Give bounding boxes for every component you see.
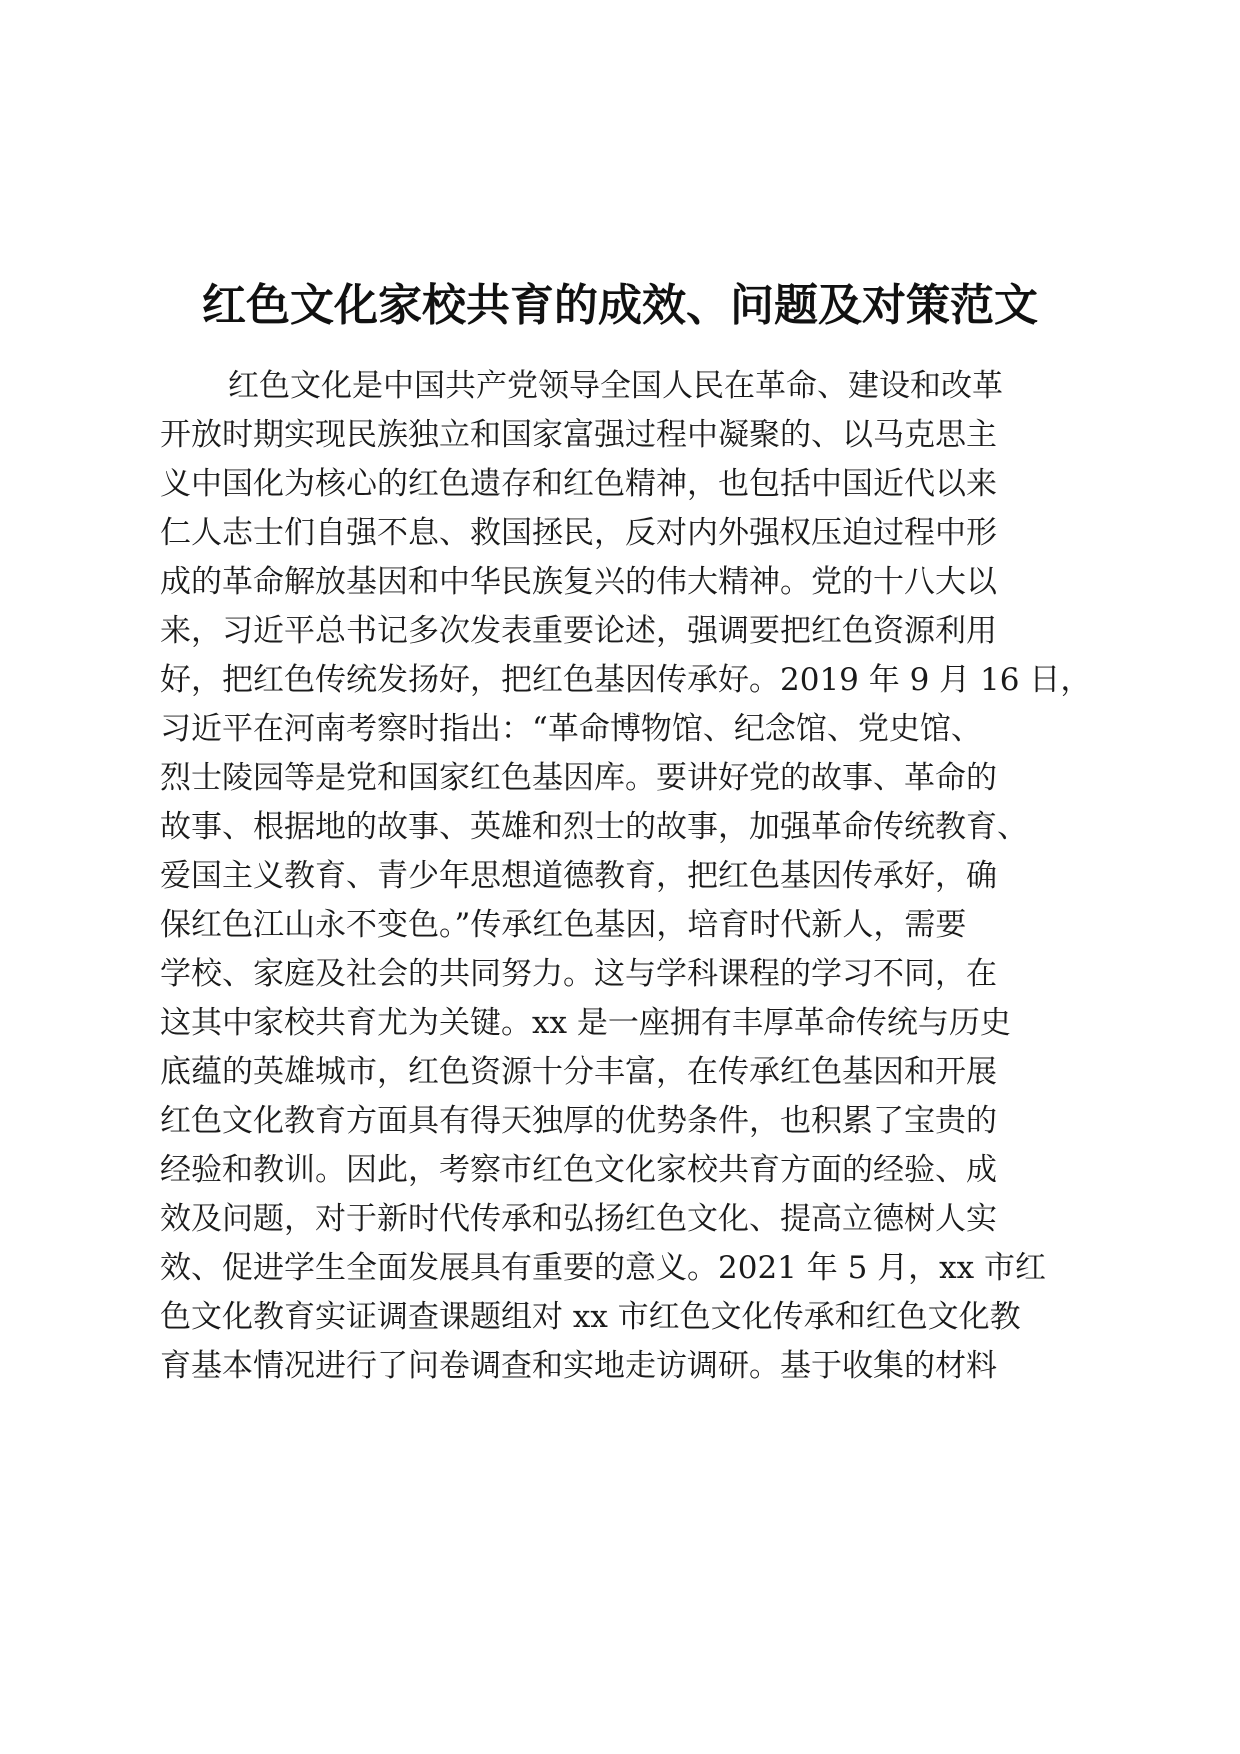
paragraph-line: 爱国主义教育、青少年思想道德教育，把红色基因传承好，确 [160,858,997,894]
paragraph-line: 保红色江山永不变色。”传承红色基因，培育时代新人，需要 [160,907,967,943]
paragraph-line: 开放时期实现民族独立和国家富强过程中凝聚的、以马克思主 [160,417,997,453]
paragraph-line: 这其中家校共育尤为关键。xx 是一座拥有丰厚革命传统与历史 [160,1005,1011,1041]
paragraph-line: 成的革命解放基因和中华民族复兴的伟大精神。党的十八大以 [160,564,997,600]
paragraph-line: 底蕴的英雄城市，红色资源十分丰富，在传承红色基因和开展 [160,1054,997,1090]
paragraph-line: 故事、根据地的故事、英雄和烈士的故事，加强革命传统教育、 [160,809,1028,845]
paragraph-line: 义中国化为核心的红色遗存和红色精神，也包括中国近代以来 [160,466,997,502]
paragraph-line: 烈士陵园等是党和国家红色基因库。要讲好党的故事、革命的 [160,760,997,796]
paragraph-line: 效及问题，对于新时代传承和弘扬红色文化、提高立德树人实 [160,1201,997,1237]
paragraph-line: 来，习近平总书记多次发表重要论述，强调要把红色资源利用 [160,613,997,649]
paragraph-line: 红色文化教育方面具有得天独厚的优势条件，也积累了宝贵的 [160,1103,997,1139]
paragraph-line: 习近平在河南考察时指出：“革命博物馆、纪念馆、党史馆、 [160,711,982,747]
paragraph-line: 仁人志士们自强不息、救国拯民，反对内外强权压迫过程中形 [160,515,997,551]
body-paragraph [160,362,1092,1391]
paragraph-line: 好，把红色传统发扬好，把红色基因传承好。2019 年 9 月 16 日， [160,662,1092,698]
paragraph-line: 色文化教育实证调查课题组对 xx 市红色文化传承和红色文化教 [160,1299,1021,1335]
paragraph-line: 效、促进学生全面发展具有重要的意义。2021 年 5 月，xx 市红 [160,1250,1046,1286]
paragraph-line: 学校、家庭及社会的共同努力。这与学科课程的学习不同，在 [160,956,997,992]
paragraph-line: 红色文化是中国共产党领导全国人民在革命、建设和改革 [228,368,1003,404]
document-title: 红色文化家校共育的成效、问题及对策范文 [202,280,1038,331]
paragraph-line: 经验和教训。因此，考察市红色文化家校共育方面的经验、成 [160,1152,997,1188]
paragraph-line: 育基本情况进行了问卷调查和实地走访调研。基于收集的材料 [160,1348,997,1384]
